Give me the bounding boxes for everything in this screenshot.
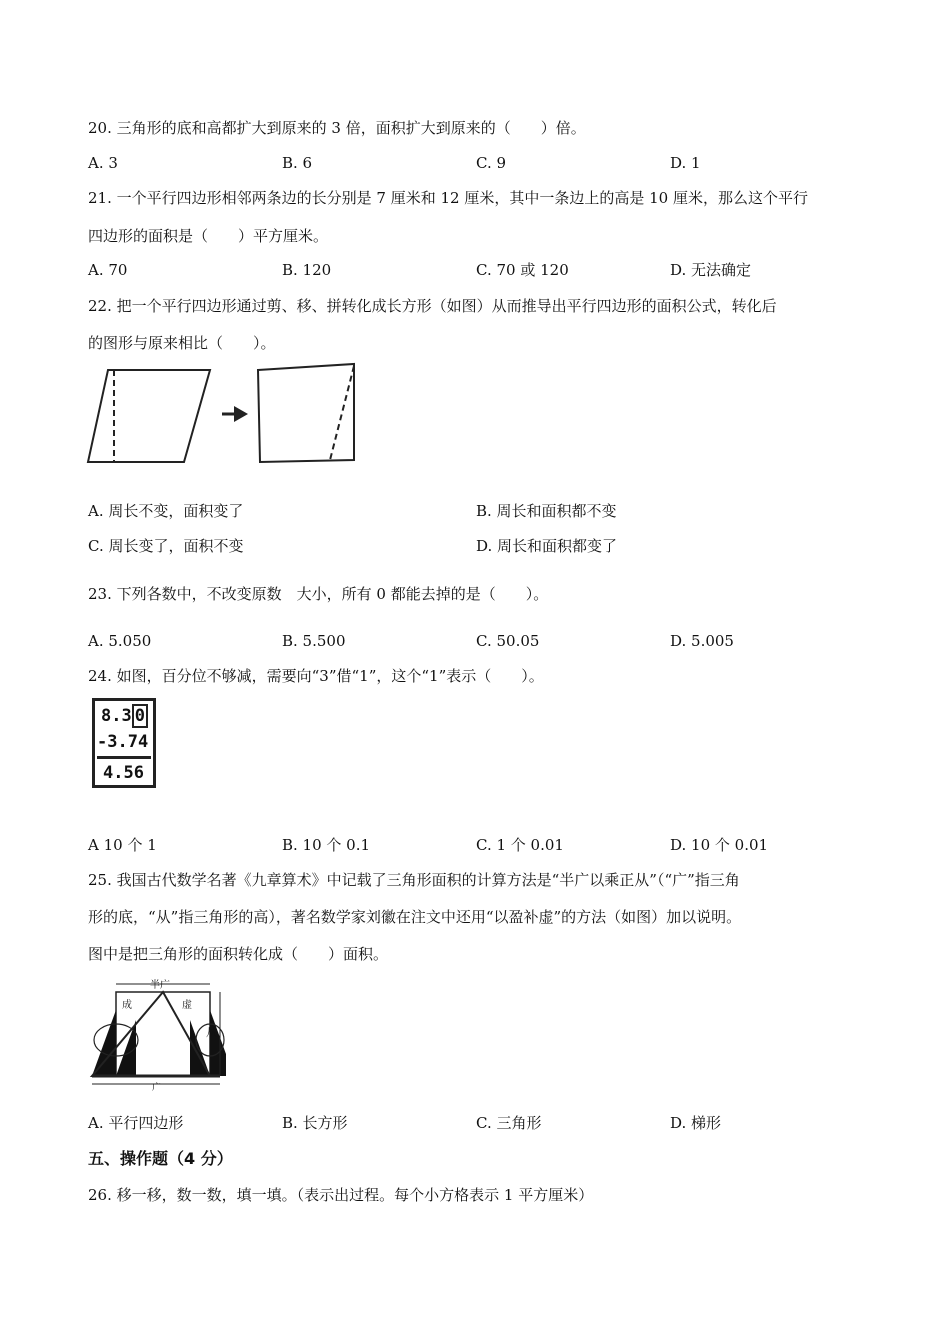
q25-triangle-drawing [86, 980, 226, 1090]
q21-option-d[interactable]: D. 无法确定 [670, 261, 752, 279]
q25-option-d[interactable]: D. 梯形 [670, 1114, 722, 1132]
moved-cut-line [330, 366, 354, 460]
difference-row: 4.56 [103, 763, 144, 783]
q25-option-b[interactable]: B. 长方形 [282, 1114, 348, 1132]
q23-option-a[interactable]: A. 5.050 [88, 632, 152, 650]
q24-option-b[interactable]: B. 10 个 0.1 [282, 836, 371, 854]
parallelogram-shape [88, 370, 210, 462]
q23-option-d[interactable]: D. 5.005 [670, 632, 734, 650]
q24-stem: 24. 如图，百分位不够减，需要向“3”借“1”，这个“1”表示（ ）。 [88, 667, 544, 685]
q21-option-c[interactable]: C. 70 或 120 [476, 261, 569, 279]
half-base-label: 半广 [150, 980, 170, 991]
q21-option-b[interactable]: B. 120 [282, 261, 332, 279]
q23-option-c[interactable]: C. 50.05 [476, 632, 540, 650]
base-label: 广 [152, 1083, 162, 1093]
q24-option-c[interactable]: C. 1 个 0.01 [476, 836, 564, 854]
q25-triangle-figure [86, 980, 226, 1093]
q22-stem-line1: 22. 把一个平行四边形通过剪、移、拼转化成长方形（如图）从而推导出平行四边形的面积公式，转化后 [88, 297, 777, 315]
q22-option-b[interactable]: B. 周长和面积都不变 [476, 502, 617, 520]
fill-label: 成 [122, 1000, 132, 1011]
q20-option-c[interactable]: C. 9 [476, 154, 507, 172]
q22-option-a[interactable]: A. 周长不变，面积变了 [88, 502, 244, 520]
q23-stem: 23. 下列各数中，不改变原数 大小，所有 0 都能去掉的是（ ）。 [88, 585, 549, 603]
q22-option-c[interactable]: C. 周长变了，面积不变 [88, 537, 244, 555]
q21-option-a[interactable]: A. 70 [88, 261, 128, 279]
q22-parallelogram-to-rectangle-figure [86, 362, 362, 468]
subtrahend-row: -3.74 [97, 732, 149, 752]
q22-stem-line2: 的图形与原来相比（ ）。 [88, 334, 276, 352]
q25-stem-line2: 形的底，“从”指三角形的高），著名数学家刘徽在注文中还用“以盈补虚”的方法（如图）加以说明。 [88, 908, 742, 926]
height-label: 从 [206, 1026, 217, 1039]
minuend-row [101, 705, 148, 727]
result-divider [97, 756, 151, 759]
q23-option-b[interactable]: B. 5.500 [282, 632, 346, 650]
q22-option-d[interactable]: D. 周长和面积都变了 [476, 537, 618, 555]
borrowed-digit-box: 0 [132, 704, 148, 728]
q26-stem: 26. 移一移，数一数，填一填。（表示出过程。每个小方格表示 1 平方厘米） [88, 1186, 594, 1204]
q20-option-d[interactable]: D. 1 [670, 154, 701, 172]
q20-stem: 20. 三角形的底和高都扩大到原来的 3 倍，面积扩大到原来的（ ）倍。 [88, 119, 586, 137]
section-title: 五、操作题（4 分） [88, 1149, 233, 1168]
q25-option-a[interactable]: A. 平行四边形 [88, 1114, 184, 1132]
q25-option-c[interactable]: C. 三角形 [476, 1114, 542, 1132]
q25-stem-line3: 图中是把三角形的面积转化成（ ）面积。 [88, 945, 389, 963]
q24-subtraction-figure [92, 698, 156, 788]
q24-option-d[interactable]: D. 10 个 0.01 [670, 836, 769, 854]
minuend-digits: 8.3 [101, 706, 132, 726]
rectangle-shape [258, 364, 354, 462]
q20-option-a[interactable]: A. 3 [88, 154, 118, 172]
q20-option-b[interactable]: B. 6 [282, 154, 313, 172]
empty-label: 虚 [182, 1000, 192, 1011]
q21-stem-line1: 21. 一个平行四边形相邻两条边的长分别是 7 厘米和 12 厘米，其中一条边上的高是 10 厘米，那么这个平行 [88, 189, 808, 207]
transform-arrow-head [234, 406, 248, 422]
left-shaded-piece [92, 1010, 116, 1076]
q24-option-a[interactable]: A 10 个 1 [88, 836, 157, 854]
q25-stem-line1: 25. 我国古代数学名著《九章算术》中记载了三角形面积的计算方法是“半广以乘正从”（“广”指三角 [88, 871, 740, 889]
q21-stem-line2: 四边形的面积是（ ）平方厘米。 [88, 227, 329, 245]
